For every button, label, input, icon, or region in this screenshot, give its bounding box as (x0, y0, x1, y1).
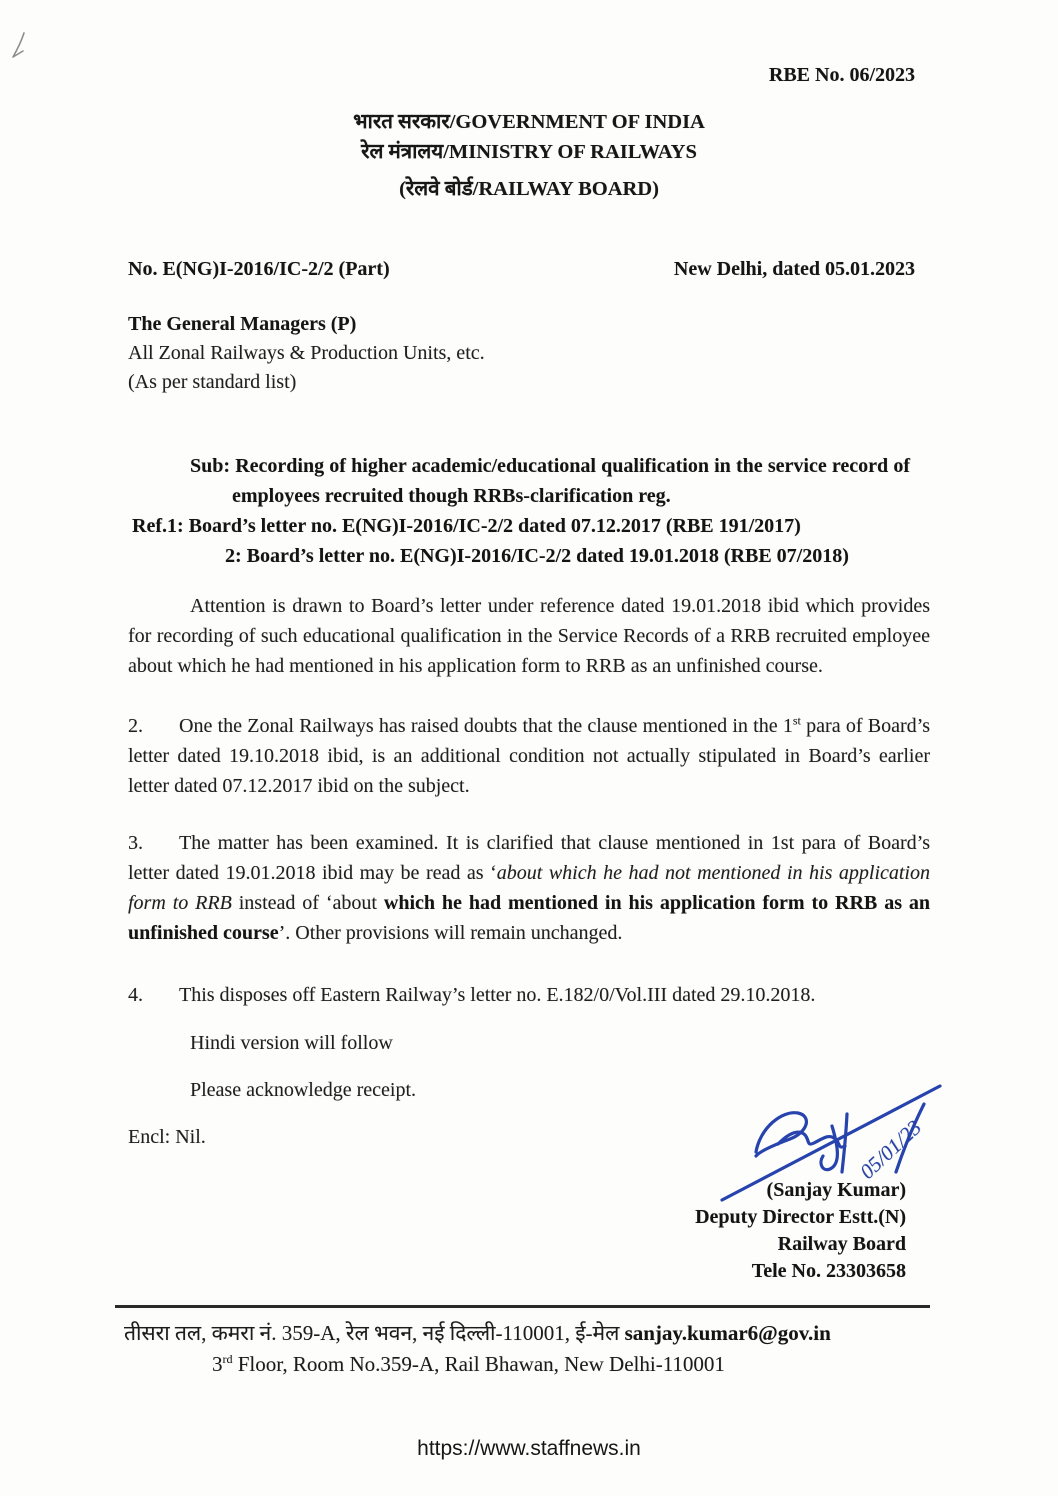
file-number-date-row (128, 258, 930, 281)
paragraph-2-text: One the Zonal Railways has raised doubts that the clause mentioned in the 1 (179, 715, 793, 737)
paragraph-3-text: The matter has been examined. It is clarified that clause mentioned in 1st para of Board’s letter dated 19.01.2018 ibid may be read as ‘ (128, 832, 930, 884)
reference-1-text: Board’s letter no. E(NG)I-2016/IC-2/2 dated 07.12.2017 (RBE 191/2017) (188, 515, 801, 537)
closing-line-acknowledge: Please acknowledge receipt. (190, 1079, 417, 1101)
letterhead-board-line: (रेलवे बोर्ड/RAILWAY BOARD) (399, 178, 659, 200)
signatory-telephone: Tele No. 23303658 (751, 1260, 906, 1282)
letterhead-government-line: भारत सरकार/GOVERNMENT OF INDIA (353, 111, 705, 133)
paragraph-2 (128, 711, 930, 801)
reference-line-2 (225, 541, 930, 571)
ordinal-superscript: st (792, 713, 801, 728)
place-and-date: New Delhi, dated 05.01.2023 (673, 258, 915, 280)
paragraph-4-number: 4. (128, 984, 143, 1006)
addressee-line: (As per standard list) (128, 371, 297, 393)
addressee-line: All Zonal Railways & Production Units, etc. (128, 342, 485, 364)
subject-line (190, 451, 911, 511)
footer-divider (115, 1305, 930, 1308)
paragraph-3-text: ’. Other provisions will remain unchanged. (278, 922, 623, 944)
paragraph-4 (128, 980, 930, 1010)
letterhead-ministry-line: रेल मंत्रालय/MINISTRY OF RAILWAYS (361, 141, 697, 163)
footer-email: sanjay.kumar6@gov.in (624, 1321, 831, 1345)
paragraph-2-number: 2. (128, 715, 143, 737)
paragraph-3-quoted-bold: which he had mentioned in his application form to RRB as an unfinished course (128, 892, 931, 944)
signatory-name: (Sanjay Kumar) (766, 1179, 906, 1201)
rbe-number: RBE No. 06/2023 (768, 64, 915, 86)
footer-address-hindi (124, 1319, 1058, 1347)
paragraph-1: Attention is drawn to Board’s letter under reference dated 19.01.2018 ibid which provides for recording of such educational qualification in the Service Records of a RRB recruited employee about which he had mentioned in his application form to RRB as an unfinished course. (128, 595, 930, 677)
addressee-line: The General Managers (P) (128, 313, 357, 335)
footer-address-english-text: 3 (212, 1352, 223, 1376)
reference-line-1 (132, 511, 930, 541)
footer-address-english-text: Floor, Room No.359-A, Rail Bhawan, New Delhi-110001 (232, 1352, 725, 1376)
closing-line-hindi-version: Hindi version will follow (190, 1032, 393, 1054)
enclosure-line: Encl: Nil. (128, 1126, 206, 1148)
paragraph-2-text: para of Board’s letter dated 19.10.2018 ibid, is an additional condition not actually stipulated in Board’s earlier letter dated 07.12.2017 ibid on the subject. (128, 715, 930, 797)
signatory-organisation: Railway Board (777, 1233, 906, 1255)
reference-1-label: Ref.1: (132, 515, 184, 537)
paragraph-3-text: instead of ‘about (231, 892, 384, 914)
signature-date-scribble: 05/01/23 (855, 1115, 927, 1184)
site-watermark: https://www.staffnews.in (417, 1437, 641, 1460)
subject-label: Sub: (190, 455, 231, 477)
footer-address-hindi-text: तीसरा तल, कमरा नं. 359-A, रेल भवन, नई दिल्ली-110001, ई-मेल (124, 1321, 625, 1345)
floor-ordinal-superscript: rd (222, 1352, 233, 1366)
signatory-designation: Deputy Director Estt.(N) (695, 1206, 906, 1228)
letterhead (128, 107, 930, 204)
reference-2-text: Board’s letter no. E(NG)I-2016/IC-2/2 dated 19.01.2018 (RBE 07/2018) (246, 545, 849, 567)
paragraph-3-number: 3. (128, 832, 143, 854)
paragraph-3-quoted-italic: about which he had not mentioned in his application form to RRB (128, 862, 930, 914)
footer-address-english (212, 1352, 1058, 1377)
file-number: No. E(NG)I-2016/IC-2/2 (Part) (128, 258, 390, 280)
ink-smudge (8, 30, 32, 64)
signature-block (128, 1177, 930, 1285)
paragraph-3 (128, 828, 930, 948)
paragraph-4-text: This disposes off Eastern Railway’s letter no. E.182/0/Vol.III dated 29.10.2018. (179, 984, 816, 1006)
addressee-block (128, 310, 930, 397)
subject-text: Recording of higher academic/educational qualification in the service record of employees recruited though RRBs-clarification reg. (232, 455, 911, 507)
reference-2-label: 2: (225, 545, 242, 567)
